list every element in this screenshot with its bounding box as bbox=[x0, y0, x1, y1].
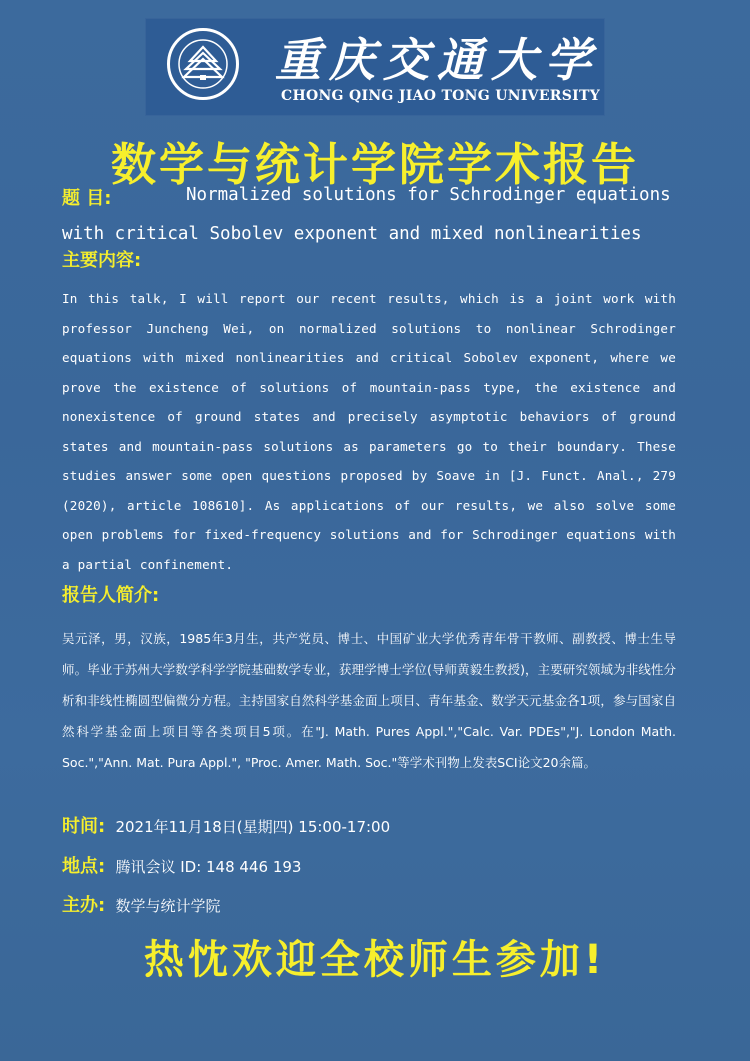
page-title: 数学与统计学院学术报告 bbox=[110, 138, 639, 191]
university-name-cn: 重庆交通大学 bbox=[275, 33, 599, 87]
topic-title-line1: Normalized solutions for Schrodinger equations bbox=[186, 185, 671, 205]
time-label: 时间: bbox=[62, 816, 106, 837]
speaker-label: 报告人简介: bbox=[62, 585, 160, 606]
abstract-text: In this talk, I will report our recent results, which is a joint work with professor Juncheng Wei, on normalized solutions to nonlinear Schrodinger equations with mixed nonlinearities and critical Sobolev exponent, where we prove the existence of solutions of mountain-pass type, the existence and nonexistence of ground states and precisely asymptotic behaviors of ground states and mountain-pass solutions as parameters go to their boundary. These studies answer some open questions proposed by Soave in [J. Funct. Anal., 279 (2020), article 108610]. As applications of our results, we also solve some open problems for fixed-frequency solutions and for Schrodinger equations with a partial confinement. bbox=[62, 291, 676, 572]
host-label: 主办: bbox=[62, 895, 106, 916]
host-row bbox=[62, 891, 220, 917]
topic-label: 题 目: bbox=[62, 188, 112, 209]
university-banner bbox=[145, 18, 605, 116]
speaker-bio: 吴元泽，男，汉族，1985年3月生，共产党员、博士、中国矿业大学优秀青年骨干教师、副教授、博士生导师。毕业于苏州大学数学科学学院基础数学专业，获理学博士学位(导师黄毅生教授)，主要研究领域为非线性分析和非线性椭圆型偏微分方程。主持国家自然科学基金面上项目、青年基金、数学天元基金各1项，参与国家自然科学基金面上项目等各类项目5项。在"J. Math. Pures Appl.","Calc. Var. PDEs","J. London Math. Soc.","Ann. Mat. Pura Appl.", "Proc. Amer. Math. Soc."等学术刊物上发表SCI论文20余篇。 bbox=[62, 631, 676, 770]
university-seal-logo bbox=[167, 28, 239, 100]
topic-title-line2: with critical Sobolev exponent and mixed nonlinearities bbox=[62, 224, 642, 244]
location-value: 腾讯会议 ID: 148 446 193 bbox=[115, 858, 302, 876]
location-label: 地点: bbox=[62, 856, 106, 877]
location-row bbox=[62, 852, 301, 878]
content-label: 主要内容: bbox=[62, 250, 142, 271]
welcome-message: 热忱欢迎全校师生参加! bbox=[143, 937, 607, 983]
pagoda-emblem-icon bbox=[170, 31, 236, 97]
time-row bbox=[62, 812, 390, 838]
time-value: 2021年11月18日(星期四) 15:00-17:00 bbox=[115, 818, 391, 836]
host-value: 数学与统计学院 bbox=[115, 897, 221, 915]
university-name-en: CHONG QING JIAO TONG UNIVERSITY bbox=[281, 88, 601, 104]
